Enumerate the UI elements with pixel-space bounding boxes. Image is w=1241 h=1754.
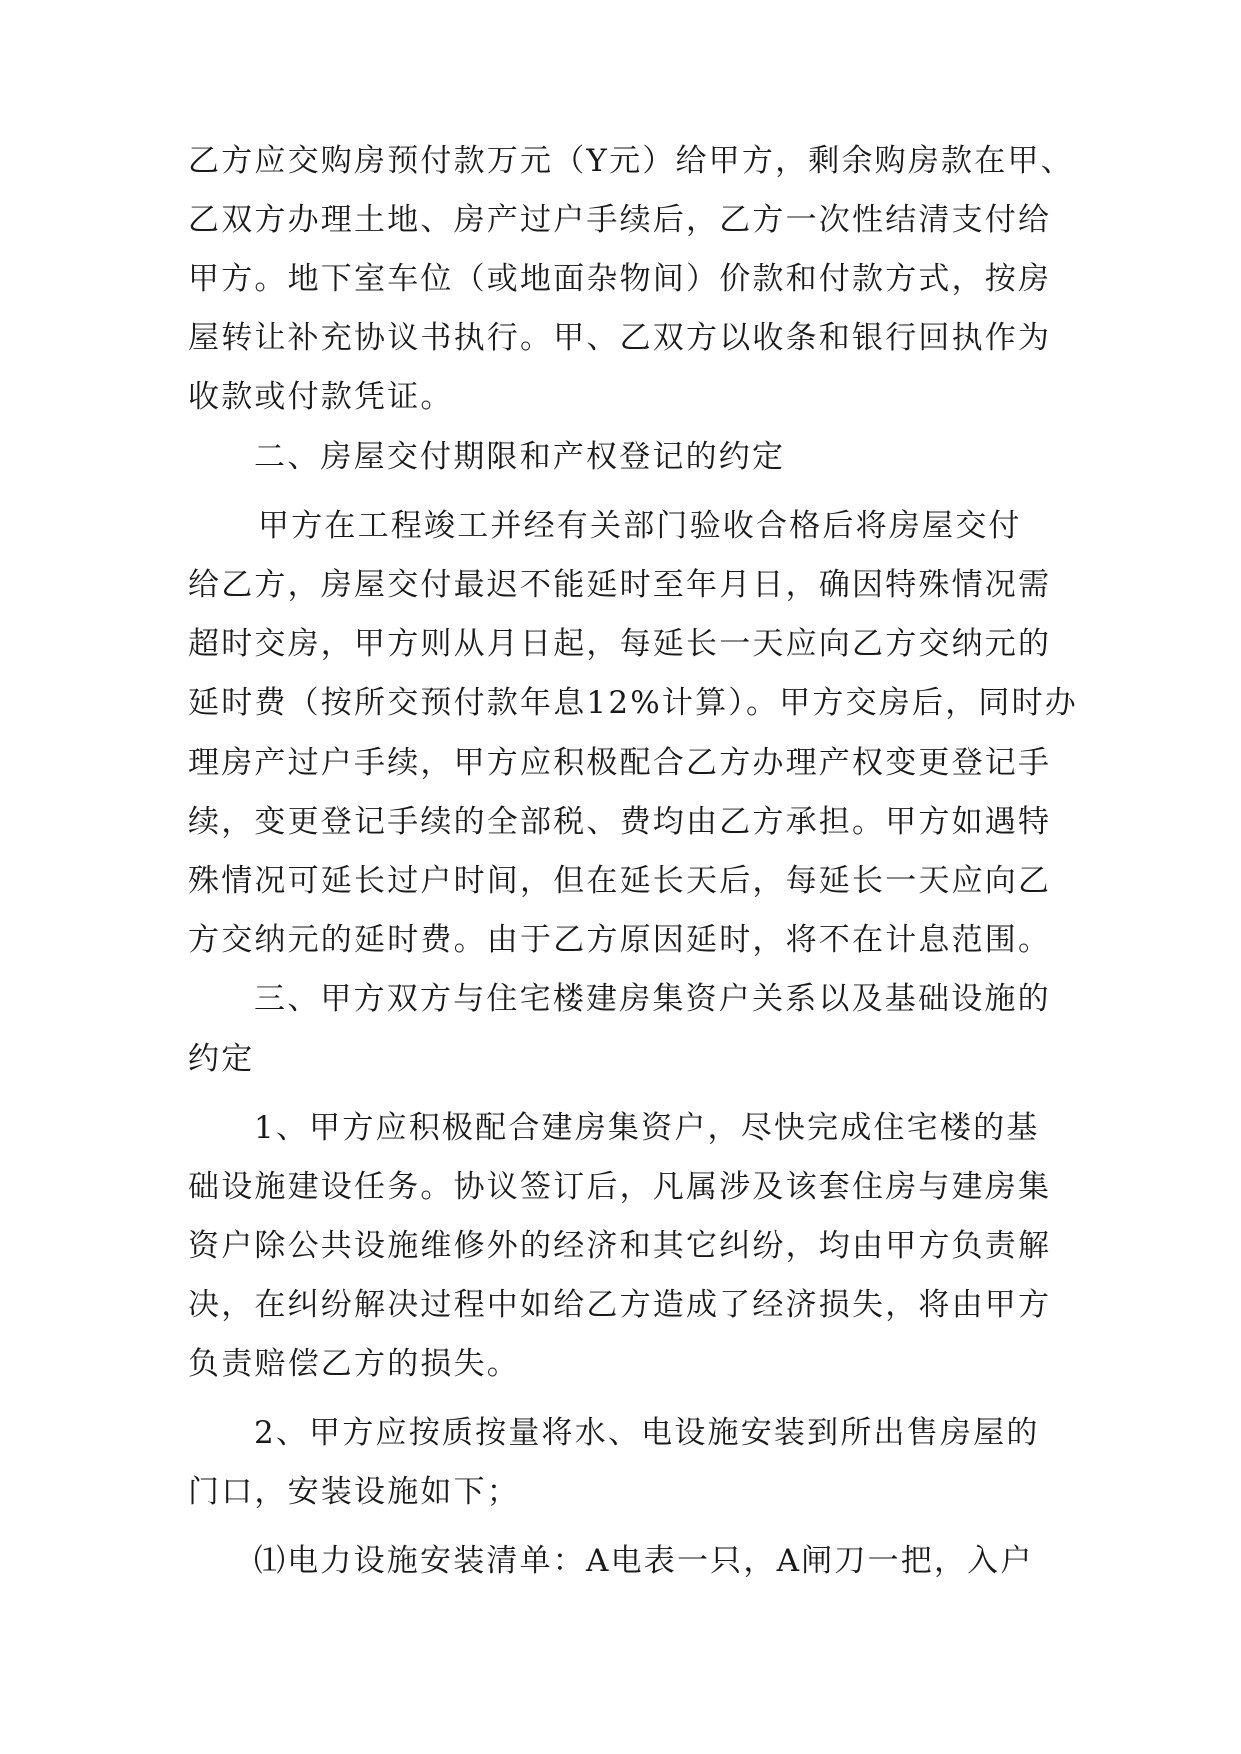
clause-1-line-4: 决，在纠纷解决过程中如给乙方造成了经济损失，将由甲方	[188, 1287, 1052, 1323]
clause-2-line-1: 2、甲方应按质按量将水、电设施安装到所出售房屋的	[254, 1415, 1040, 1451]
clause-2-item-1: ⑴电力设施安装清单：A电表一只，A闸刀一把，入户	[254, 1543, 1034, 1579]
clause-2-line-2: 门口，安装设施如下；	[188, 1474, 520, 1510]
text-line-7: 甲方在工程竣工并经有关部门验收合格后将房屋交付	[258, 508, 1022, 544]
text-line-8: 给乙方，房屋交付最迟不能延时至年月日，确因特殊情况需	[188, 567, 1052, 603]
section-heading-3: 三、甲方双方与住宅楼建房集资户关系以及基础设施的	[254, 981, 1051, 1017]
text-line-11: 理房产过户手续，甲方应积极配合乙方办理产权变更登记手	[188, 745, 1052, 781]
text-line-3: 甲方。地下室车位（或地面杂物间）价款和付款方式，按房	[188, 261, 1052, 297]
section-heading-3-cont: 约定	[188, 1041, 255, 1077]
text-line-10: 延时费（按所交预付款年息12%计算）。甲方交房后，同时办	[188, 685, 1078, 721]
text-line-12: 续，变更登记手续的全部税、费均由乙方承担。甲方如遇特	[188, 804, 1052, 840]
text-line-13: 殊情况可延长过户时间，但在延长天后，每延长一天应向乙	[188, 863, 1052, 899]
section-heading-2: 二、房屋交付期限和产权登记的约定	[254, 439, 786, 475]
text-line-1: 乙方应交购房预付款万元（Y元）给甲方，剩余购房款在甲、	[188, 143, 1074, 179]
clause-1-line-1: 1、甲方应积极配合建房集资户，尽快完成住宅楼的基	[254, 1110, 1040, 1146]
text-line-14: 方交纳元的延时费。由于乙方原因延时，将不在计息范围。	[188, 922, 1052, 958]
text-line-5: 收款或付款凭证。	[188, 379, 454, 415]
text-line-9: 超时交房，甲方则从月日起，每延长一天应向乙方交纳元的	[188, 626, 1052, 662]
text-line-4: 屋转让补充协议书执行。甲、乙双方以收条和银行回执作为	[188, 320, 1052, 356]
text-line-2: 乙双方办理土地、房产过户手续后，乙方一次性结清支付给	[188, 202, 1052, 238]
clause-1-line-3: 资户除公共设施维修外的经济和其它纠纷，均由甲方负责解	[188, 1228, 1052, 1264]
clause-1-line-5: 负责赔偿乙方的损失。	[188, 1346, 520, 1382]
clause-1-line-2: 础设施建设任务。协议签订后，凡属涉及该套住房与建房集	[188, 1169, 1052, 1205]
